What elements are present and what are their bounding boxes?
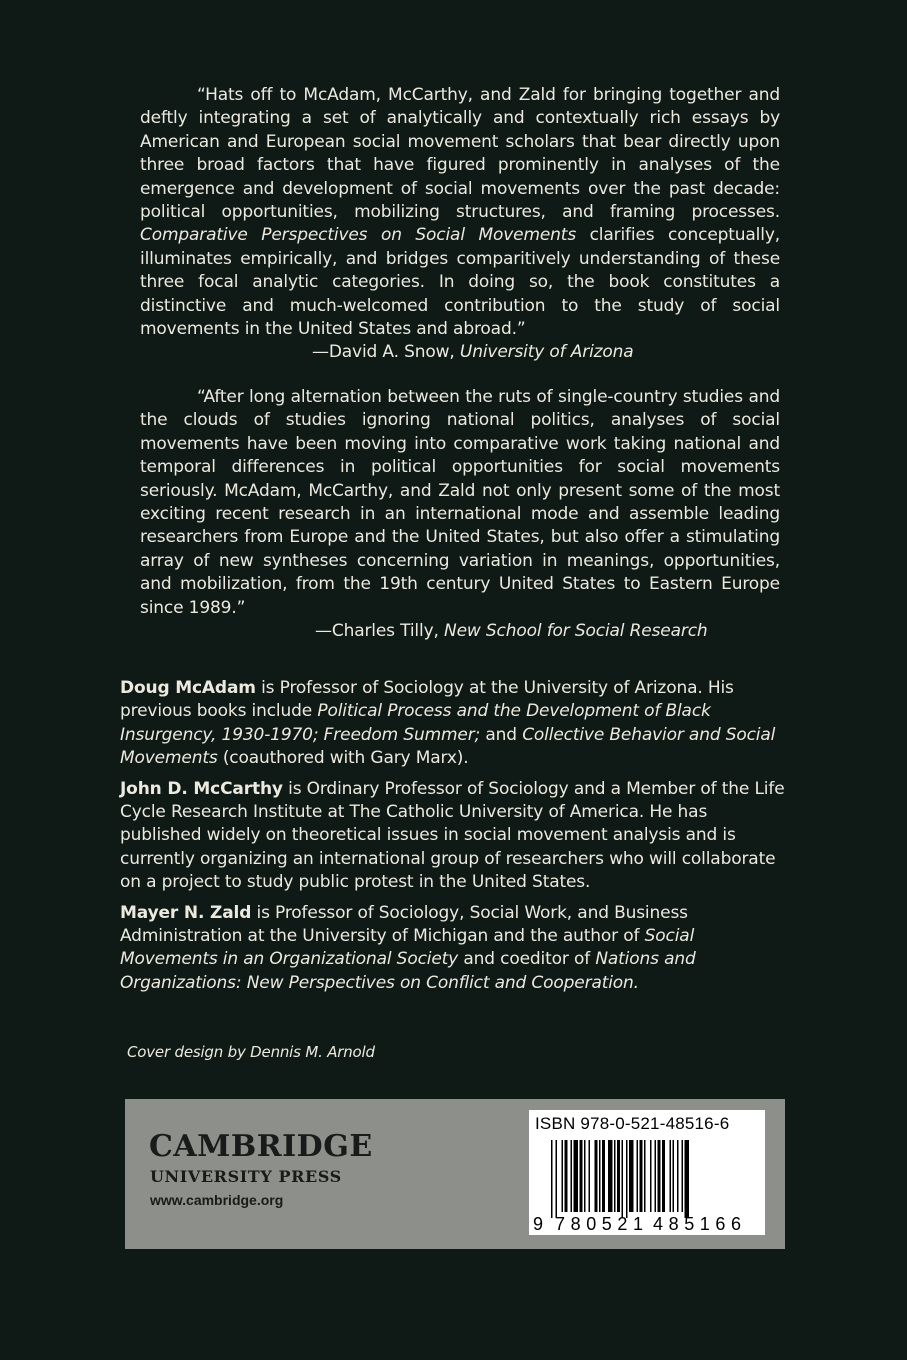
publisher-panel bbox=[125, 1099, 785, 1249]
bio-book-title: Political Process and the Development of Black Insurgency, 1930-1970; Freedom Summer; bbox=[120, 701, 711, 745]
quote-snow bbox=[140, 84, 780, 365]
quote-tilly-text: “After long alternation between the ruts of single-country studies and the clouds of studies ignoring national politics, analyses of social movements have been moving into comparative work taking national and temporal differences in political opportunities for social movements seriously. McAdam, McCarthy, and Zald not only present some of the most exciting recent research in an international mode and assemble leading researchers from Europe and the United States, but also offer a stimulating array of new syntheses concerning variation in meanings, opportunities, and mobilization, from the 19th century United States to Eastern Europe since 1989.” bbox=[140, 387, 780, 618]
quote-snow-body: “Hats off to McAdam, McCarthy, and Zald for bringing together and deftly integrating a set of analytically and contextually rich essays by American and European social movement scholars that bear directly upon three broad factors that have figured prominently in analyses of the emergence and development of social movements over the past decade: political opportunities, mobilizing structures, and framing processes. bbox=[140, 85, 780, 223]
publisher-name: CAMBRIDGE bbox=[149, 1129, 373, 1164]
barcode-right-digits: 485166 bbox=[653, 1214, 741, 1234]
publisher-url: www.cambridge.org bbox=[150, 1192, 284, 1208]
barcode-bar bbox=[608, 1140, 613, 1212]
bio-book-title: Social Movements in an Organizational Society bbox=[120, 926, 695, 970]
attribution-affiliation: University of Arizona bbox=[459, 342, 634, 363]
bio-text: is Ordinary Professor of Sociology and a Member of the Life Cycle Research Institute at The Catholic University of America. He has published widely on theoretical issues in social movement analysis and is currently organizing an international group of researchers who will collaborate on a project to study public protest in the United States. bbox=[120, 778, 785, 893]
bio-book-title: Nations and Organizations: New Perspectives on Conflict and Cooperation. bbox=[120, 949, 696, 993]
bio-text: and bbox=[485, 724, 517, 745]
barcode-first-digit: 9 bbox=[533, 1214, 544, 1234]
attribution-author: —Charles Tilly, bbox=[315, 621, 439, 642]
cover-credit: Cover design by Dennis M. Arnold bbox=[127, 1043, 375, 1061]
attribution-author: —David A. Snow, bbox=[312, 342, 455, 363]
bio-name: John D. McCarthy bbox=[120, 778, 283, 799]
barcode-bar bbox=[617, 1140, 620, 1212]
barcode-bar bbox=[682, 1140, 684, 1212]
bio-name: Doug McAdam bbox=[120, 678, 256, 698]
quote-tilly-attribution bbox=[315, 620, 780, 643]
barcode-bar bbox=[622, 1140, 624, 1218]
book-title: Comparative Perspectives on Social Movements bbox=[140, 225, 577, 246]
barcode-bar bbox=[644, 1140, 646, 1212]
barcode-bar bbox=[637, 1140, 639, 1212]
barcode-bar bbox=[629, 1140, 634, 1212]
bio-text: (coauthored with Gary Marx). bbox=[222, 748, 469, 769]
attribution-affiliation: New School for Social Research bbox=[444, 621, 708, 642]
barcode-bar bbox=[556, 1140, 558, 1218]
barcode-bar bbox=[602, 1140, 605, 1212]
bio-name: Mayer N. Zald bbox=[120, 902, 252, 923]
quote-snow-text bbox=[140, 84, 780, 341]
barcode-bars bbox=[551, 1140, 689, 1218]
barcode-bar bbox=[670, 1140, 672, 1212]
bio-zald bbox=[120, 902, 790, 996]
barcode-bar bbox=[574, 1140, 579, 1212]
author-bios bbox=[120, 677, 790, 1002]
publisher-press: UNIVERSITY PRESS bbox=[150, 1167, 342, 1186]
barcode-bar bbox=[562, 1140, 564, 1212]
quote-tilly bbox=[140, 386, 780, 643]
barcode-bar bbox=[565, 1140, 568, 1212]
barcode-icon bbox=[529, 1110, 765, 1235]
barcode-bar bbox=[662, 1140, 665, 1212]
barcode-bar bbox=[589, 1140, 591, 1212]
bio-book-title: Collective Behavior and Social Movements bbox=[120, 724, 776, 769]
bio-text: is Professor of Sociology, Social Work, and Business Administration at the University of Michigan and the author of bbox=[120, 902, 688, 947]
bio-text: is Professor of Sociology at the University of Arizona. His previous books include bbox=[120, 678, 734, 722]
barcode-bar bbox=[626, 1140, 628, 1218]
barcode-bar bbox=[614, 1140, 616, 1212]
barcode-bar bbox=[640, 1140, 643, 1212]
bio-mccarthy bbox=[120, 778, 790, 895]
barcode-bar bbox=[677, 1140, 679, 1212]
isbn-label: ISBN 978-0-521-48516-6 bbox=[535, 1114, 730, 1133]
barcode-bar bbox=[580, 1140, 583, 1212]
barcode-left-digits: 780521 bbox=[555, 1214, 643, 1234]
bio-mcadam bbox=[120, 677, 790, 771]
quote-snow-body-end: clarifies conceptually, illuminates empirically, and bridges comparitively understanding of these three focal analytic categories. In doing so, the book constitutes a distinctive and much-welcomed contribution to the study of social movements in the United States and abroad.” bbox=[140, 225, 780, 340]
barcode-bar bbox=[571, 1140, 573, 1212]
barcode-bar bbox=[658, 1140, 661, 1212]
barcode-bar bbox=[685, 1140, 690, 1218]
barcode-bar bbox=[599, 1140, 601, 1212]
barcode-bar bbox=[551, 1140, 553, 1218]
bio-text: and coeditor of bbox=[463, 949, 591, 970]
barcode-bar bbox=[595, 1140, 598, 1212]
barcode-bar bbox=[673, 1140, 675, 1212]
barcode-box bbox=[529, 1110, 765, 1235]
barcode-bar bbox=[650, 1140, 652, 1212]
barcode-bar bbox=[655, 1140, 657, 1212]
barcode-bar bbox=[584, 1140, 586, 1212]
quote-snow-attribution bbox=[312, 341, 780, 364]
